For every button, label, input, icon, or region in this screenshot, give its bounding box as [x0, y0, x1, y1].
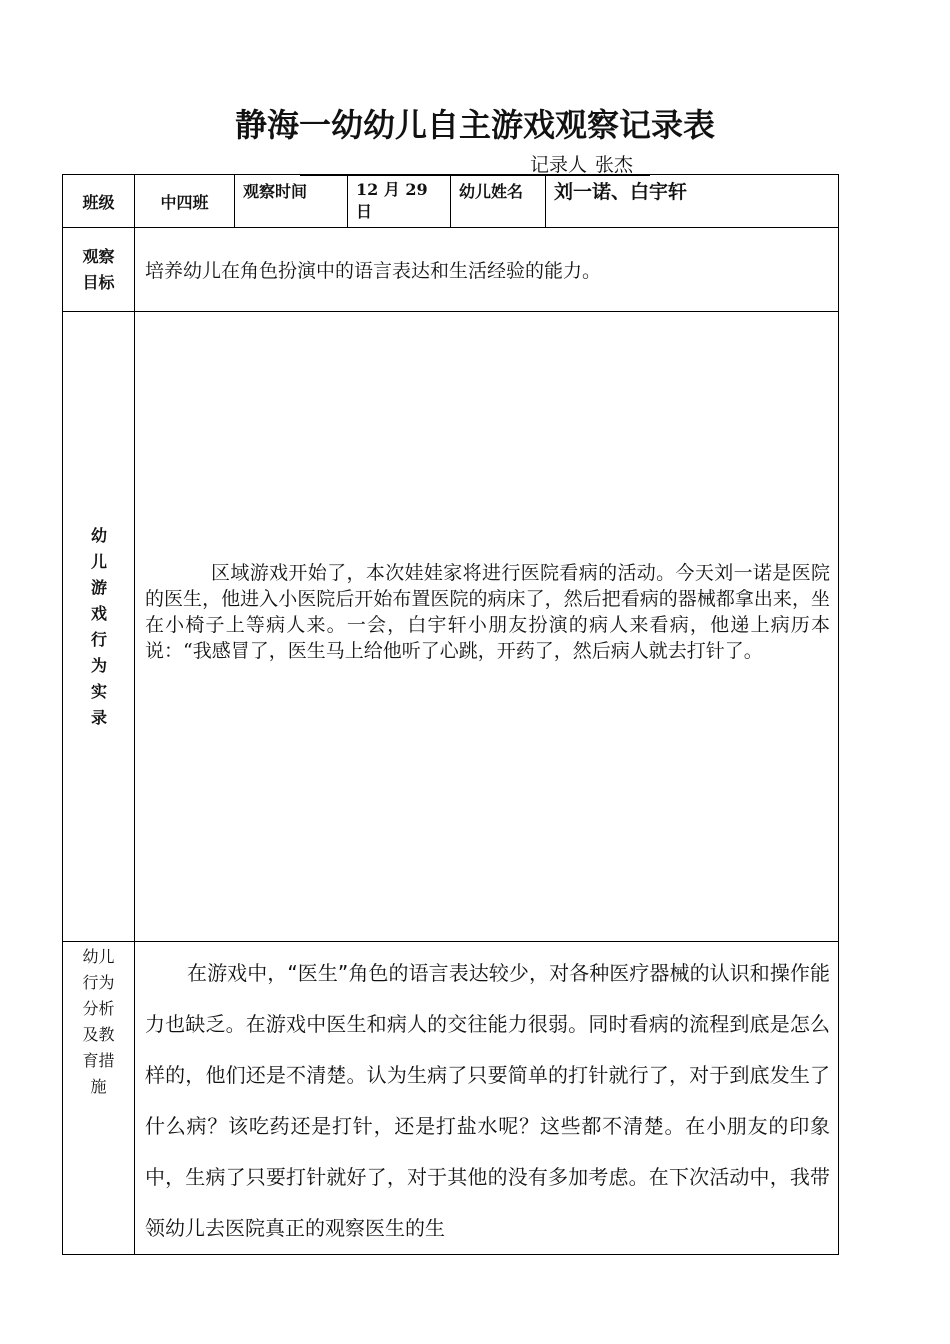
observation-time-value: 12 月 29 日 — [348, 175, 451, 228]
recorder-name: 张杰 — [595, 154, 634, 176]
recorder-label: 记录人 — [530, 154, 588, 176]
document-title: 静海一幼幼儿自主游戏观察记录表 — [234, 106, 715, 144]
class-label: 班级 — [63, 175, 135, 228]
record-text: 区域游戏开始了，本次娃娃家将进行医院看病的活动。今天刘一诺是医院的医生，他进入小医院后开始布置医院的病床了，然后把看病的器械都拿出来，坐在小椅子上等病人来。一会，白宇轩小朋友扮演的病人来看病，他递上病历本说：“我感冒了，医生马上给他听了心跳，开药了，然后病人就去打针了。 — [145, 562, 830, 662]
header-row — [63, 175, 839, 228]
recorder — [530, 150, 641, 177]
goal-label: 观察目标 — [63, 228, 135, 312]
goal-row — [63, 228, 839, 312]
analysis-text: 在游戏中，“医生”角色的语言表达较少，对各种医疗器械的认识和操作能力也缺乏。在游戏中医生和病人的交往能力很弱。同时看病的流程到底是怎么样的，他们还是不清楚。认为生病了只要简单的打针就行了，对于到底发生了什么病？该吃药还是打针，还是打盐水呢？这些都不清楚。在小朋友的印象中，生病了只要打针就好了，对于其他的没有多加考虑。在下次活动中，我带领幼儿去医院真正的观察医生的生 — [145, 961, 830, 1240]
analysis-label: 幼儿行为分析及教育措施 — [63, 942, 135, 1255]
class-value: 中四班 — [135, 175, 235, 228]
analysis-row — [63, 942, 839, 1255]
observation-table — [62, 174, 839, 1255]
child-name-label: 幼儿姓名 — [451, 175, 546, 228]
analysis-cell — [135, 942, 839, 1255]
record-row — [63, 312, 839, 942]
record-cell — [135, 312, 839, 942]
record-label: 幼儿游戏行为实录 — [63, 312, 135, 942]
child-name-value: 刘一诺、白宇轩 — [546, 175, 839, 228]
observation-time-label: 观察时间 — [235, 175, 348, 228]
goal-text: 培养幼儿在角色扮演中的语言表达和生活经验的能力。 — [135, 228, 839, 312]
